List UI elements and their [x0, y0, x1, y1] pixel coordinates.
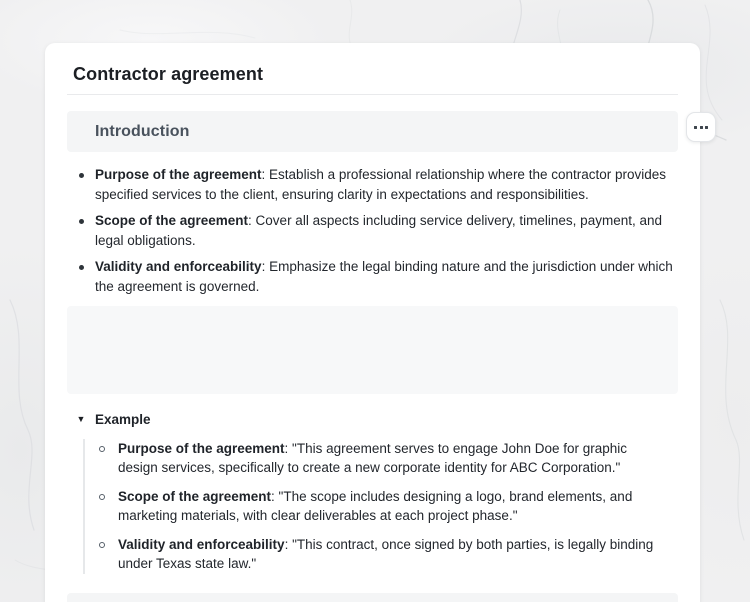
list-item-text: Purpose of the agreement: "This agreement serves to engage John Doe for graphic design services, specifically to create a new corporate identity for ABC Corporation."	[118, 440, 628, 475]
section-title: Introduction	[95, 122, 190, 140]
list-item	[67, 211, 678, 250]
list-item-text: Validity and enforceability: Emphasize the legal binding nature and the jurisdiction under which the agreement is governed.	[95, 259, 673, 294]
open-circle-bullet-icon	[99, 446, 105, 452]
document-card	[45, 43, 700, 602]
page-title: Contractor agreement	[73, 64, 264, 84]
toggle-open-icon[interactable]: ▼	[76, 414, 86, 424]
more-options-button[interactable]	[686, 112, 716, 142]
ellipsis-icon	[700, 126, 703, 129]
open-circle-bullet-icon	[99, 542, 105, 548]
empty-block	[67, 306, 678, 394]
list-item-label: Validity and enforceability	[118, 536, 285, 552]
list-item	[85, 487, 678, 526]
introduction-bullet-list	[67, 165, 678, 296]
list-item-label: Scope of the agreement	[118, 488, 272, 504]
list-item-label: Purpose of the agreement	[118, 440, 285, 456]
list-item-text: Scope of the agreement: "The scope includes designing a logo, brand elements, and marketing materials, with clear deliverables at each project phase."	[118, 488, 633, 523]
open-circle-bullet-icon	[99, 494, 105, 500]
ellipsis-icon	[705, 126, 708, 129]
list-item	[67, 165, 678, 204]
example-sub-list	[83, 439, 678, 574]
list-item-text: Scope of the agreement: Cover all aspects including service delivery, timelines, payment, and legal obligations.	[95, 213, 662, 248]
list-item	[67, 257, 678, 296]
bullet-icon	[79, 173, 84, 178]
list-item-text: Purpose of the agreement: Establish a professional relationship where the contractor provides specified services to the client, ensuring clarity in expectations and responsibilities.	[95, 167, 667, 202]
example-toggle[interactable]	[67, 410, 678, 430]
list-item-label: Validity and enforceability	[95, 259, 262, 274]
example-toggle-label: Example	[95, 412, 151, 427]
title-divider	[67, 94, 678, 95]
section-header-next[interactable]	[67, 593, 678, 602]
list-item	[85, 535, 678, 574]
list-item-text: Validity and enforceability: "This contract, once signed by both parties, is legally binding under Texas state law."	[118, 536, 654, 571]
list-item	[85, 439, 678, 478]
list-item-label: Purpose of the agreement	[95, 167, 262, 182]
section-header-introduction[interactable]	[67, 111, 678, 152]
bullet-icon	[79, 219, 84, 224]
bullet-icon	[79, 265, 84, 270]
ellipsis-icon	[694, 126, 697, 129]
list-item-label: Scope of the agreement	[95, 213, 249, 228]
